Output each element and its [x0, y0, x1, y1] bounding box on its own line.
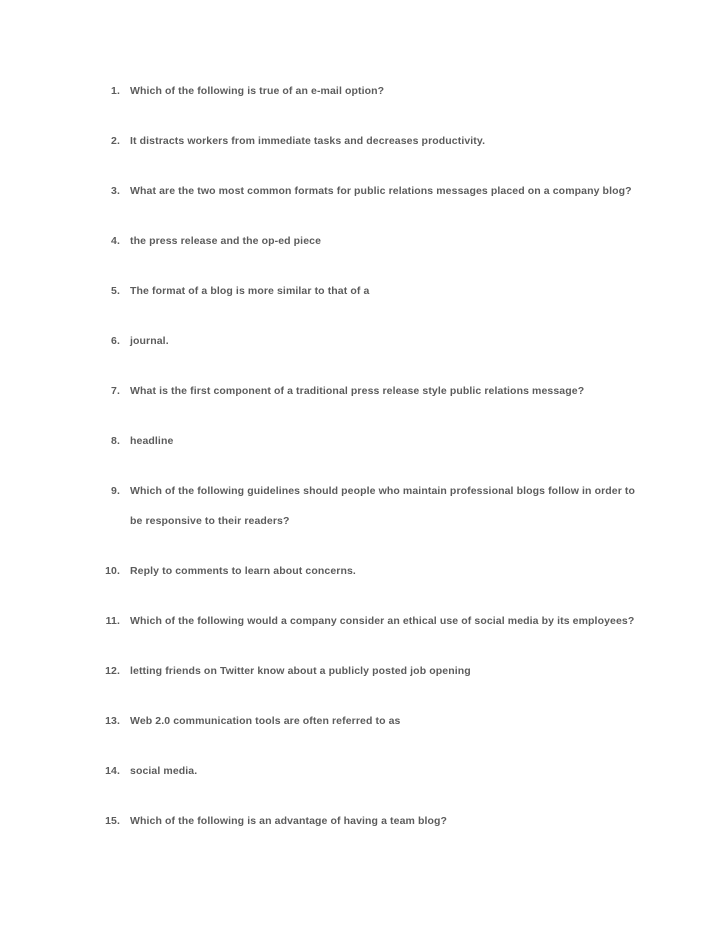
list-item-number: 8.: [111, 435, 120, 447]
list-item-text: headline: [130, 435, 174, 447]
list-item: [96, 426, 636, 456]
list-item-text: the press release and the op-ed piece: [130, 235, 322, 247]
list-item: [96, 756, 636, 786]
list-item: [96, 806, 636, 836]
list-item-text: It distracts workers from immediate tasks and decreases productivity.: [130, 135, 486, 147]
question-list: [96, 76, 636, 836]
list-item-text: journal.: [130, 335, 169, 347]
list-item-number: 12.: [105, 665, 120, 677]
list-item: [96, 656, 636, 686]
list-item-text: letting friends on Twitter know about a publicly posted job opening: [130, 665, 471, 677]
list-item: [96, 176, 636, 206]
list-item-number: 7.: [111, 385, 120, 397]
list-item: [96, 476, 636, 536]
list-item: [96, 126, 636, 156]
list-item-number: 5.: [111, 285, 120, 297]
list-item-number: 14.: [105, 765, 120, 777]
list-item: [96, 376, 636, 406]
list-item-text: Which of the following would a company consider an ethical use of social media by its employees?: [130, 615, 635, 627]
list-item-text: social media.: [130, 765, 198, 777]
list-item-number: 2.: [111, 135, 120, 147]
list-item: [96, 326, 636, 356]
list-item: [96, 76, 636, 106]
document-body: [96, 76, 636, 856]
list-item-text: The format of a blog is more similar to that of a: [130, 285, 370, 297]
list-item-text: Which of the following guidelines should people who maintain professional blogs follow in order to be responsive to their readers?: [130, 485, 636, 527]
list-item-number: 6.: [111, 335, 120, 347]
list-item-number: 13.: [105, 715, 120, 727]
list-item-number: 9.: [111, 485, 120, 497]
list-item-number: 1.: [111, 85, 120, 97]
list-item-number: 4.: [111, 235, 120, 247]
list-item-text: What is the first component of a traditional press release style public relations message?: [130, 385, 585, 397]
list-item-text: What are the two most common formats for public relations messages placed on a company blog?: [130, 185, 632, 197]
list-item: [96, 706, 636, 736]
list-item: [96, 606, 636, 636]
list-item-number: 15.: [105, 815, 120, 827]
list-item-text: Reply to comments to learn about concerns.: [130, 565, 356, 577]
list-item-text: Which of the following is true of an e-mail option?: [130, 85, 385, 97]
list-item-number: 3.: [111, 185, 120, 197]
list-item: [96, 226, 636, 256]
list-item-number: 11.: [105, 615, 120, 627]
list-item: [96, 556, 636, 586]
list-item-text: Web 2.0 communication tools are often referred to as: [130, 715, 401, 727]
list-item-number: 10.: [105, 565, 120, 577]
list-item: [96, 276, 636, 306]
list-item-text: Which of the following is an advantage of having a team blog?: [130, 815, 448, 827]
